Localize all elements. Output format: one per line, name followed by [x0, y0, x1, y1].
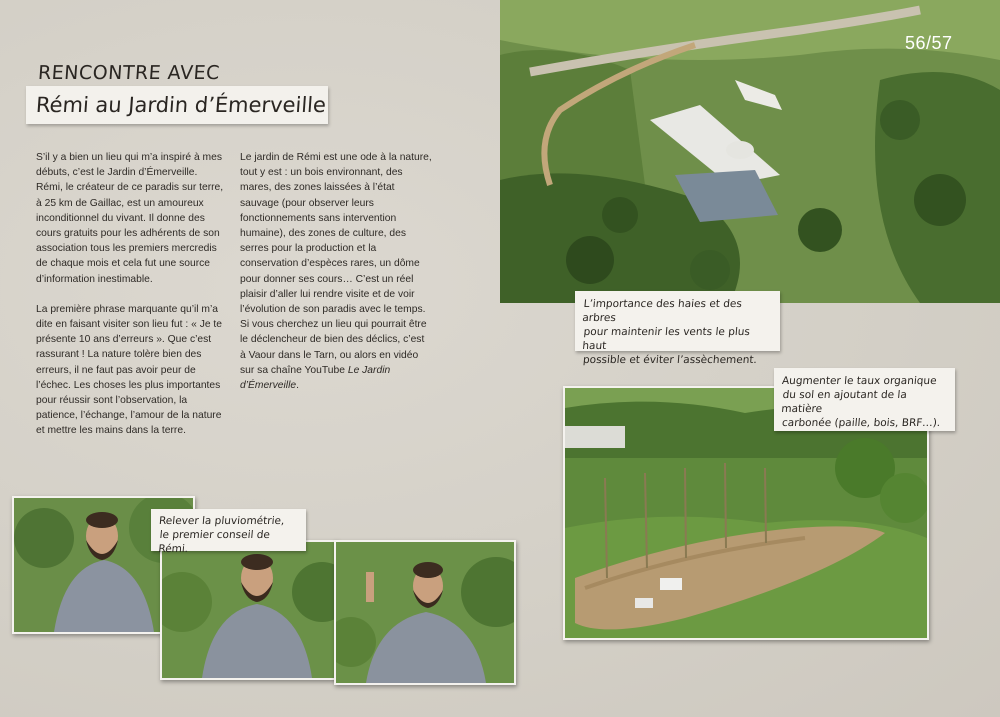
paragraph: La première phrase marquante qu’il m’a dite en faisant visiter son lieu fut : « Je te présente 10 ans d’erreurs ». Que c’est rassurant ! La nature tolère bien des erreurs, il ne faut pas avoir peur de l’échec. Les choses les plus importantes pour réussir sont l’observation, la patience, l’échange, l’amour de la nature et mettre les mains dans la terre.: [36, 303, 223, 437]
caption-rainfall: [151, 509, 306, 555]
paragraph-text: Le jardin de Rémi est une ode à la nature, tout y est : un bois environnant, des mares, des zones laissées à l’état sauvage (pour observer leurs fonctionnements sans intervention humaine), des zones de culture, des serres pour la production et la conservation d’espèces rares, un dôme pour donner ses cours… C’est un réel plaisir d’aller lui rendre visite et de voir l’évolution de son paradis avec le temps. Si vous cherchez un lieu qui pourrait être le déclencheur de bien des déclics, c’est à Vaour dans le Tarn, ou alors en vidéo sur sa chaîne YouTube: [240, 152, 432, 376]
page-title: Rémi au Jardin d’Émerveille: [35, 93, 327, 117]
title-card: [26, 86, 328, 124]
paragraph: [240, 150, 432, 393]
text-column-2: [240, 150, 432, 408]
remi-photo-2: [160, 540, 338, 680]
remi-photo-3: [334, 540, 516, 685]
caption-line: pour maintenir les vents le plus haut: [581, 326, 751, 352]
caption-line: Augmenter le taux organique: [781, 375, 938, 387]
caption-line: L’importance des haies et des arbres: [581, 298, 743, 324]
caption-line: du sol en ajoutant de la matière: [780, 389, 908, 415]
portrait-illustration: [336, 542, 514, 683]
text-column-1: [36, 150, 224, 454]
page-number: 56/57: [905, 33, 953, 53]
caption-line: le premier conseil de Rémi.: [157, 529, 271, 555]
youtube-channel-name: Le Jardin d’Émerveille: [240, 364, 391, 392]
caption-line: carbonée (paille, bois, BRF…).: [781, 417, 941, 429]
kicker-label: RENCONTRE AVEC: [37, 62, 221, 84]
caption-organic-matter: [774, 368, 955, 431]
caption-line: Relever la pluviométrie,: [158, 515, 285, 527]
portrait-illustration: [162, 542, 336, 678]
paragraph-end: .: [296, 380, 299, 392]
caption-hedges: [575, 291, 780, 366]
caption-line: possible et éviter l’assèchement.: [582, 354, 758, 366]
paragraph: S’il y a bien un lieu qui m’a inspiré à mes débuts, c’est le Jardin d’Émerveille. Rémi, le créateur de ce paradis sur terre, à 25 km de Gaillac, est un amoureux inconditionnel du vivant. Il donne des cours gratuits pour les adhérents de son association tous les premiers mercredis de chaque mois et cela fut une source d’information inestimable.: [36, 152, 224, 285]
